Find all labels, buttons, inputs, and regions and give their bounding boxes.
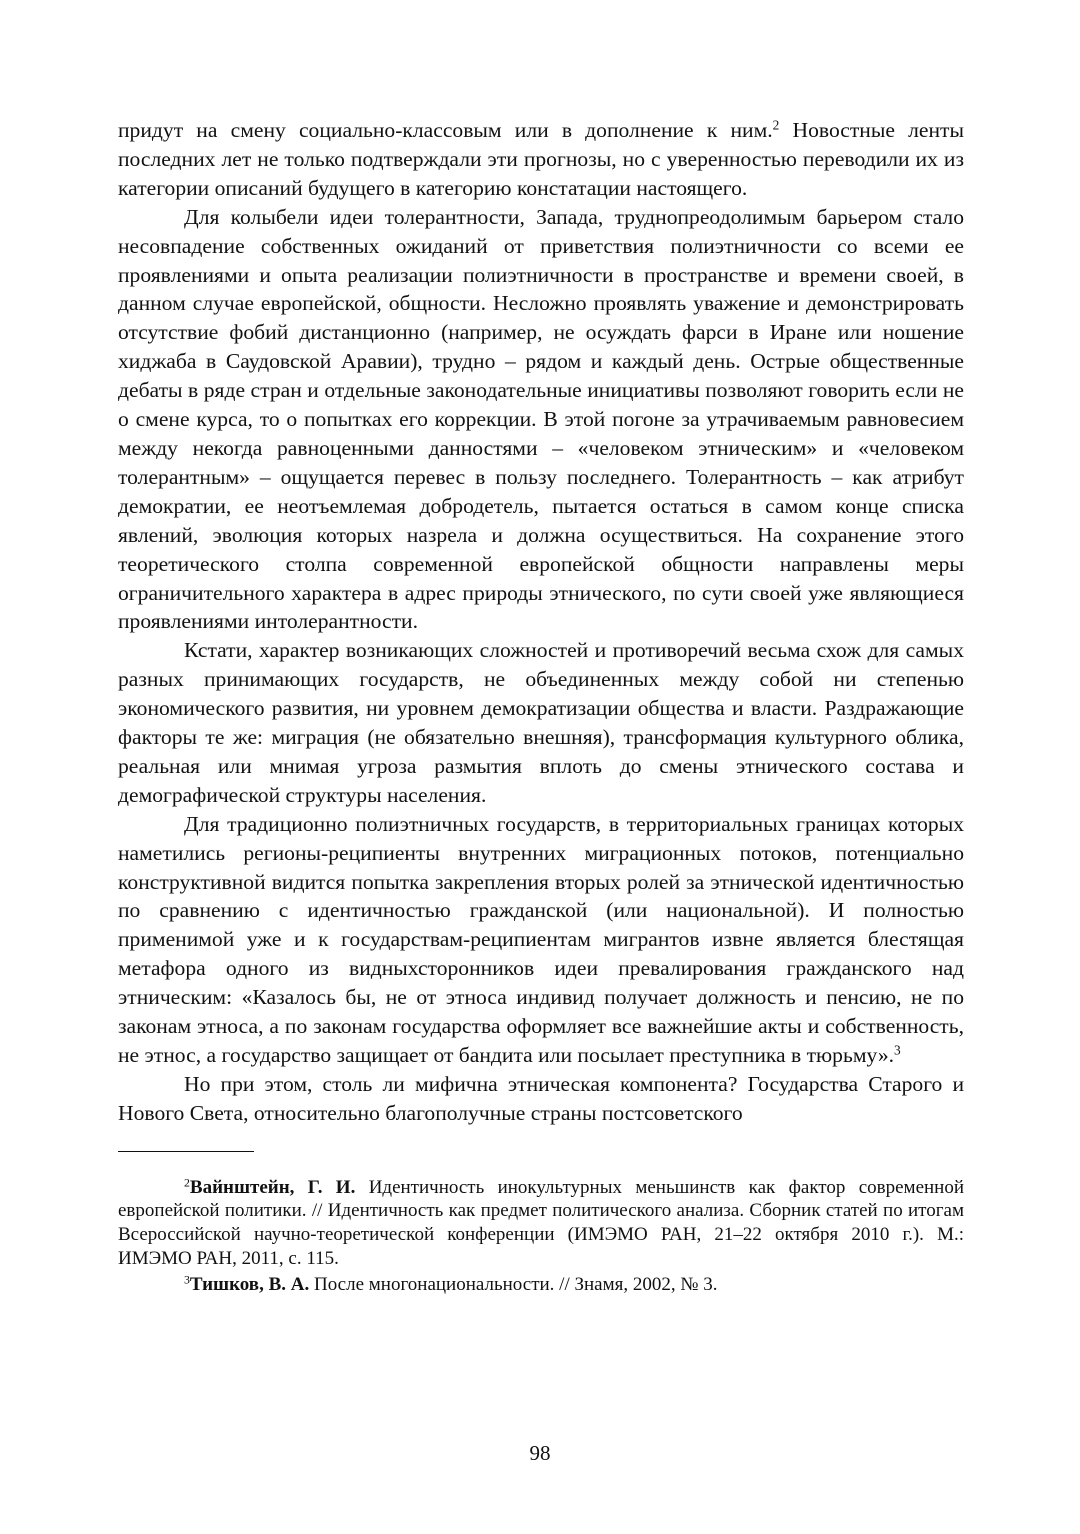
footnote-ref-2: 2 — [772, 117, 780, 133]
paragraph-text: Кстати, характер возникающих сложностей и противоречий весьма схож для самых разных принимающих государств, не объединенных между собой ни степенью экономического развития, ни уровнем демократизации общества и власти. Раздражающие факторы те же: миграция (не обязательно внешняя), трансформация культурного облика, реальная или мнимая угроза размытия вплоть до смены этнического состава и демографической структуры населения. — [118, 638, 964, 807]
paragraph-text: Для традиционно полиэтничных государств, в территориальных границах которых наметились регионы-реципиенты внутренних миграционных потоков, потенциально конструктивной видится попытка закрепления вторых ролей за этнической идентичностью по сравнению с идентичностью гражданской (или национальной). И полностью применимой уже и к государствам-реципиентам мигрантов извне является блестящая метафора одного из видныхсторонников идеи превалирования гражданского над этническим: «Казалось бы, не от этноса индивид получает должность и пенсию, не по законам этноса, а по законам государства оформляет все важнейшие акты и собственность, не этнос, а государство защищает от бандита или посылает преступника в тюрьму». — [118, 811, 964, 1067]
footnote-author: Вайнштейн, Г. И. — [189, 1176, 356, 1198]
page-number: 98 — [529, 1441, 551, 1465]
paragraph-1 — [118, 116, 964, 203]
paragraph-text: Но при этом, столь ли мифична этническая компонента? Государства Старого и Нового Света, относительно благополучные страны постсоветского — [118, 1071, 964, 1125]
footnote-number: 2 — [184, 1176, 190, 1190]
footnote-divider — [118, 1151, 254, 1152]
paragraph-5 — [118, 1070, 964, 1128]
paragraph-text: Для колыбели идеи толерантности, Запада, труднопреодолимым барьером стало несовпадение собственных ожиданий от приветствия полиэтничности со всеми ее проявлениями и опыта реализации полиэтничности в пространстве и времени своей, в данном случае европейской, общности. Несложно проявлять уважение и демонстрировать отсутствие фобий дистанционно (например, не осуждать фарси в Иране или ношение хиджаба в Саудовской Аравии), трудно – рядом и каждый день. Острые общественные дебаты в ряде стран и отдельные законодательные инициативы позволяют говорить если не о смене курса, то о попытках его коррекции. В этой погоне за утрачиваемым равновесием между некогда равноценными данностями – «человеком этническим» и «человеком толерантным» – ощущается перевес в пользу последнего. Толерантность – как атрибут демократии, ее неотъемлемая добродетель, пытается остаться в самом конце списка явлений, эволюция которых назрела и должна осуществиться. На сохранение этого теоретического столпа современной европейской общности направлены меры ограничительного характера в адрес природы этнического, по сути своей уже являющиеся проявлениями интолерантности. — [118, 204, 964, 634]
footnote-text: После многонациональности. // Знамя, 2002, № 3. — [309, 1274, 718, 1296]
footnote-text: Идентичность инокультурных меньшинств как фактор современной европейской политики. // Идентичность как предмет политического анализа. Сборник статей по итогам Всероссийской научно-теоретической конференции (ИМЭМО РАН, 21–22 октября 2010 г.). М.: ИМЭМО РАН, 2011, с. 115. — [118, 1176, 965, 1269]
paragraph-text: придут на смену социально-классовым или в дополнение к ним. — [118, 118, 773, 142]
paragraph-text-continued: Новостные ленты последних лет не только подтверждали эти прогнозы, но с уверенностью переводили их из категории описаний будущего в категорию констатации настоящего. — [118, 118, 964, 200]
footnote-2 — [118, 1176, 964, 1270]
footnote-3 — [118, 1273, 964, 1297]
paragraph-2 — [118, 203, 964, 637]
paragraph-4 — [118, 810, 964, 1070]
body-text — [118, 116, 964, 1128]
paragraph-3 — [118, 636, 964, 809]
footnote-number: 3 — [184, 1273, 190, 1287]
page-content — [118, 116, 964, 1297]
footnote-author: Тишков, В. А. — [189, 1274, 310, 1296]
footnotes — [118, 1176, 964, 1297]
footnote-ref-3: 3 — [894, 1042, 901, 1058]
